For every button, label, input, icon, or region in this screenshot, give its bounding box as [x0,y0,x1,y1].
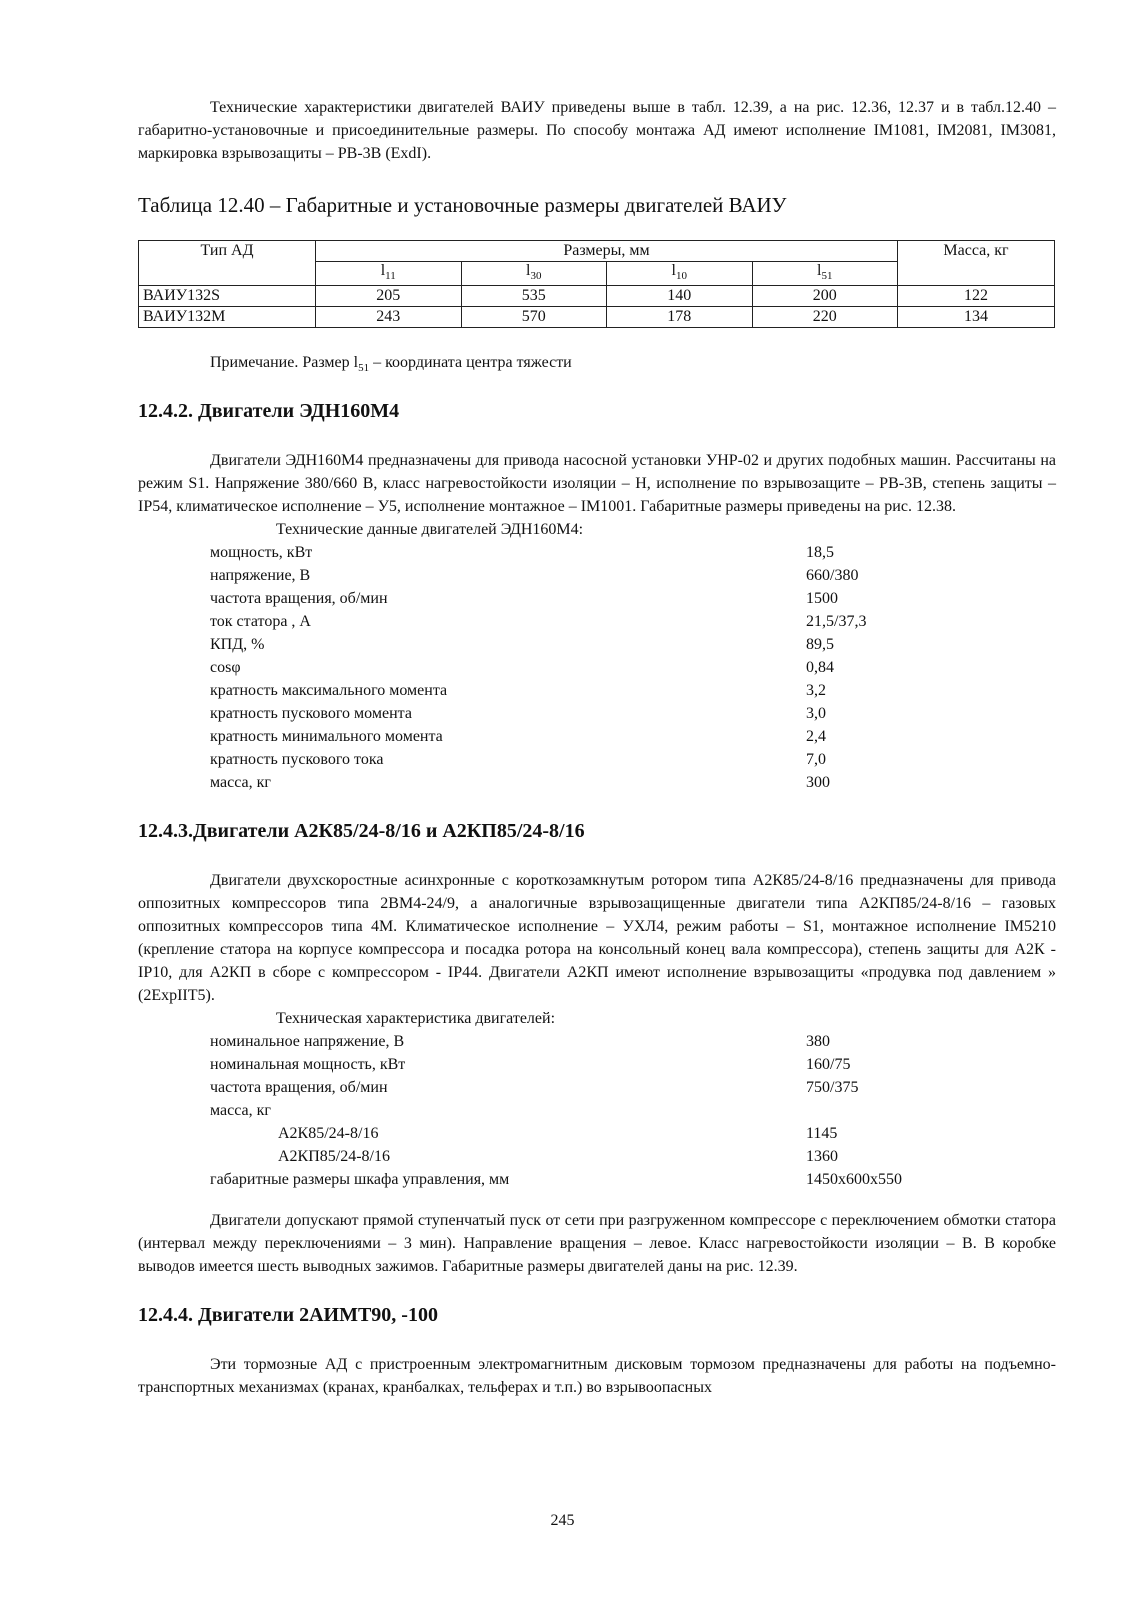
section-paragraph: Двигатели допускают прямой ступенчатый пуск от сети при разгруженном компрессоре с переключением обмотки статора (интервал между переключениями – 3 мин). Направление вращения – левое. Класс нагревостойкости изоляции – В. В коробке выводов имеется шесть выводных зажимов. Габаритные размеры двигателей даны на рис. 12.39. [138,1212,1056,1276]
cell-type: ВАИУ132M [139,307,316,328]
table-note: Примечание. Размер $l_{51}$ – координата центра тяжести [210,354,572,375]
table-caption: Таблица 12.40 – Габаритные и установочные размеры двигателей ВАИУ [138,193,787,217]
spec-row: номинальное напряжение, В 380 [210,1033,830,1051]
spec-list [210,1030,970,1191]
spec-row: ток статора , А 21,5/37,3 [210,613,867,631]
cell-l10: 178 [607,307,753,328]
spec-row: cosφ 0,84 [210,659,834,677]
section-paragraph: Эти тормозные АД с пристроенным электромагнитным дисковым тормозом предназначены для работы на подъемно-транспортных механизмах (кранах, кранбалках, тельферах и т.п.) во взрывоопасных [138,1356,1056,1397]
spec-row: мощность, кВт 18,5 [210,544,834,562]
spec-row: габаритные размеры шкафа управления, мм 1450x600x550 [210,1171,902,1189]
cell-type: ВАИУ132S [139,286,316,307]
header-dimensions: Размеры, мм [316,241,898,262]
cell-l30: 570 [461,307,607,328]
header-l30: $l_{30}$ [461,262,607,286]
spec-title: Техническая характеристика двигателей: [276,1010,556,1028]
cell-mass: 122 [898,286,1055,307]
spec-title: Технические данные двигателей ЭДН160М4: [276,521,584,539]
header-l11: $l_{11}$ [316,262,462,286]
spec-list [210,541,970,794]
spec-row: частота вращения, об/мин 1500 [210,590,838,608]
dimensions-table [138,240,1055,328]
cell-l51: 200 [752,286,898,307]
cell-l11: 243 [316,307,462,328]
spec-row: масса, кг 300 [210,774,830,792]
header-mass: Масса, кг [898,241,1055,286]
spec-row: кратность минимального момента 2,4 [210,728,826,746]
section-heading: 12.4.3.Двигатели А2К85/24-8/16 и А2КП85/24-8/16 [138,820,585,843]
spec-row: напряжение, В 660/380 [210,567,859,585]
section-paragraph: Двигатели ЭДН160М4 предназначены для привода насосной установки УНР-02 и других подобных машин. Рассчитаны на режим S1. Напряжение 380/660 В, класс нагревостойкости изоляции – Н, исполнение по взрывозащите – РВ-3В, степень защиты – IP54, климатическое исполнение – У5, исполнение монтажное – IM1001. Габаритные размеры приведены на рис. 12.38. [138,452,1056,516]
page-content [138,96,1056,1399]
spec-row: А2КП85/24-8/16 1360 [278,1148,838,1166]
spec-row: А2К85/24-8/16 1145 [278,1125,838,1143]
header-type: Тип АД [139,241,316,286]
spec-row: кратность максимального момента 3,2 [210,682,826,700]
cell-l11: 205 [316,286,462,307]
page-number: 245 [550,1512,575,1529]
spec-row: частота вращения, об/мин 750/375 [210,1079,859,1097]
cell-l30: 535 [461,286,607,307]
spec-row: масса, кг [210,1102,271,1120]
section-heading: 12.4.2. Двигатели ЭДН160М4 [138,400,400,423]
intro-paragraph: Технические характеристики двигателей ВАИУ приведены выше в табл. 12.39, а на рис. 12.36, 12.37 и в табл.12.40 – габаритно-установочные и присоединительные размеры. По способу монтажа АД имеют исполнение IM1081, IM2081, IM3081, маркировка взрывозащиты – РВ-3В (ExdI). [138,99,1056,162]
spec-row: кратность пускового тока 7,0 [210,751,826,769]
section-paragraph: Двигатели двухскоростные асинхронные с короткозамкнутым ротором типа А2К85/24-8/16 предназначены для привода оппозитных компрессоров типа 2ВМ4-24/9, а аналогичные взрывозащищенные двигатели типа А2КП85/24-8/16 – газовых оппозитных компрессоров типа 4М. Климатическое исполнение – УХЛ4, режим работы – S1, монтажное исполнение IM5210 (крепление статора на корпусе компрессора и посадка ротора на консольный конец вала компрессора), степень защиты для А2К - IP10, для А2КП в сборе с компрессором - IP44. Двигатели А2КП имеют исполнение взрывозащиты «продувка под давлением » (2ExpIIT5). [138,872,1056,1005]
spec-row: КПД, % 89,5 [210,636,834,654]
section-heading: 12.4.4. Двигатели 2АИМТ90, -100 [138,1304,438,1327]
header-l51: $l_{51}$ [752,262,898,286]
spec-row: кратность пускового момента 3,0 [210,705,826,723]
cell-l10: 140 [607,286,753,307]
table-row [139,286,1055,307]
table-row [139,307,1055,328]
header-l10: $l_{10}$ [607,262,753,286]
cell-mass: 134 [898,307,1055,328]
cell-l51: 220 [752,307,898,328]
spec-row: номинальная мощность, кВт 160/75 [210,1056,851,1074]
